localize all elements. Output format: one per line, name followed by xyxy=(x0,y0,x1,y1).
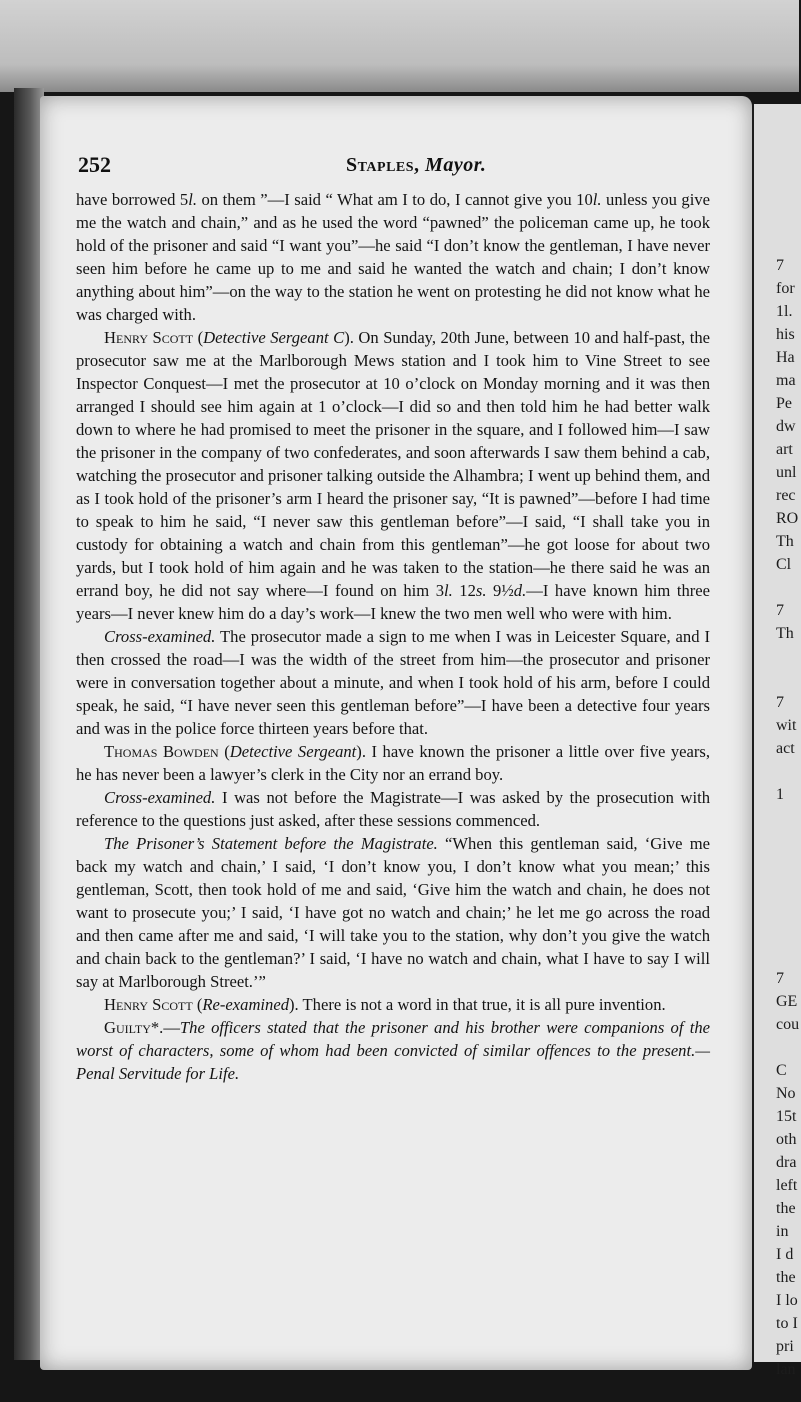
facing-page-line: No xyxy=(776,1085,796,1102)
text-segment: l. xyxy=(592,190,602,209)
facing-page-fragment xyxy=(752,104,801,1378)
facing-page-line xyxy=(754,944,801,967)
facing-page-line xyxy=(754,760,801,783)
text-segment: ( xyxy=(193,328,204,347)
text-segment: The officers stated that the prisoner and his brother were companions of the worst of characters, some of whom had been convicted of similar offences to the present.—Penal Servitude for Life. xyxy=(76,1018,710,1083)
facing-page-line xyxy=(754,898,801,921)
facing-page-line: cou xyxy=(776,1016,800,1033)
page-body xyxy=(76,188,710,1085)
facing-page-line: the xyxy=(776,1269,796,1286)
facing-page-line: 7 xyxy=(776,970,784,987)
paragraph-p5 xyxy=(76,786,710,832)
text-segment: ). I have known the prisoner a little over five years, he has never been a lawyer’s clerk in the City nor an errand boy. xyxy=(76,742,710,784)
facing-page-line: 7 xyxy=(776,694,784,711)
facing-page-line: Cl xyxy=(776,556,792,573)
facing-page-line: his xyxy=(776,326,795,343)
facing-page-line: I lo xyxy=(776,1292,798,1309)
facing-page-line: lan xyxy=(776,1361,796,1378)
facing-page-line: to I xyxy=(776,1315,798,1332)
paragraph-p8 xyxy=(76,1016,710,1085)
facing-page-line xyxy=(754,829,801,852)
page-number: 252 xyxy=(78,152,111,177)
facing-page-line: left xyxy=(776,1177,798,1194)
facing-page-line xyxy=(754,875,801,898)
text-segment: Detective Sergeant C xyxy=(203,328,345,347)
facing-page-line: C xyxy=(776,1062,787,1079)
paragraph-p4 xyxy=(76,740,710,786)
facing-page-line: Ha xyxy=(776,349,795,366)
facing-page-line: I d xyxy=(776,1246,794,1263)
facing-page-line: 15t xyxy=(776,1108,797,1125)
paragraph-p1 xyxy=(76,188,710,326)
facing-page-line: Th xyxy=(776,533,794,550)
facing-page-line: Pe xyxy=(776,395,792,412)
text-segment: have borrowed 5 xyxy=(76,190,189,209)
facing-page-line: Th xyxy=(776,625,794,642)
facing-page-line: dra xyxy=(776,1154,797,1171)
text-segment: Thomas Bowden xyxy=(104,742,219,761)
scan-background xyxy=(0,0,799,92)
facing-page-line: dw xyxy=(776,418,796,435)
paragraph-p7 xyxy=(76,993,710,1016)
text-segment: The prosecutor made a sign to me when I was in Leicester Square, and I then crossed the road—I was the width of the street from him—the prosecutor and prisoner were in conversation together about a minute, and when I took hold of his arm, before I could speak, he said, “I have never seen this gentleman before”—I have been a detective four years and was in the police force thirteen years before that. xyxy=(76,627,710,738)
text-segment: s. xyxy=(475,581,487,600)
paragraph-p3 xyxy=(76,625,710,740)
text-segment: Cross-examined. xyxy=(104,788,216,807)
facing-page-line: in xyxy=(776,1223,789,1240)
facing-page-line: unl xyxy=(776,464,797,481)
facing-page-line: art xyxy=(776,441,793,458)
facing-page-line xyxy=(754,576,801,599)
page-header xyxy=(78,152,718,184)
facing-page-line: 7 xyxy=(776,602,784,619)
text-segment: on them ”—I said “ What am I to do, I cannot give you 10 xyxy=(196,190,593,209)
text-segment: l. xyxy=(444,581,453,600)
text-segment: Cross-examined. xyxy=(104,627,216,646)
facing-page-line: 1 xyxy=(776,786,784,803)
facing-page-line: GE xyxy=(776,993,798,1010)
text-segment: l. xyxy=(188,190,197,209)
text-segment: “When this gentleman said, ‘Give me back my watch and chain,’ I said, ‘I don’t know you, I don’t know what you mean;’ this gentleman, Scott, then took hold of me and said, ‘Give him the watch and chain, he does not want to prosecute you;’ I said, ‘I have got no watch and chain;’ he let me go across the road and then came after me and said, ‘I will take you to the station, why don’t you give the watch and chain back to the gentleman?’ I said, ‘I have no watch and chain, what I have to say I will say at Marlborough Street.’” xyxy=(76,834,710,991)
facing-page-line: wit xyxy=(776,717,797,734)
text-segment: I was not before the Magistrate—I was asked by the prosecution with reference to the questions just asked, after these sessions commenced. xyxy=(76,788,710,830)
text-segment: 9½ xyxy=(486,581,514,600)
facing-page-line: 7 xyxy=(776,257,784,274)
facing-page-line: act xyxy=(776,740,795,757)
text-segment: d. xyxy=(513,581,527,600)
facing-page-line: rec xyxy=(776,487,796,504)
text-segment: Re-examined xyxy=(202,995,289,1014)
running-head-title: Mayor. xyxy=(425,154,487,176)
facing-page-line xyxy=(754,1036,801,1059)
text-segment: ). On Sunday, 20th June, between 10 and half-past, the prosecutor saw me at the Marlborough Mews station and I took him to Vine Street to see Inspector Conquest—I met the prosecutor at 10 o’clock on Monday morning and it was then arranged I should see him again at 1 o’clock—I did so and then told him he had better walk down to where he had promised to meet the prisoner in the square, and I followed him—I saw the prisoner in the company of two confederates, and soon afterwards I saw them behind a cab, watching the prosecutor and prisoner talking outside the Alhambra; I went up behind them, and as I took hold of the prisoner’s arm I heard the prisoner say, “It is pawned”—before I had time to speak to him he said, “I never saw this gentleman before”—I said, “I shall take you in custody for obtaining a watch and chain from this gentleman”—he got loose for about two yards, but I took hold of him again and he was taken to the station—he there said he was an errand boy, he did not say where—I found on him 3 xyxy=(76,328,710,600)
text-segment: Henry Scott xyxy=(104,328,194,347)
facing-page-line xyxy=(754,668,801,691)
facing-page-line: 1l. xyxy=(776,303,793,320)
text-segment: unless you give me the watch and chain,” and as he used the word “pawned” the policeman came up, he took hold of the prisoner and said “I want you”—he said “I don’t know the gentleman, I have never seen him before he came up to me and said he wanted the watch and chain; I don’t know anything about him”—on the way to the station he went on protesting he did not know what he was charged with. xyxy=(76,190,710,324)
text-segment: The Prisoner’s Statement before the Magistrate. xyxy=(104,834,438,853)
facing-page-line xyxy=(754,806,801,829)
text-segment: *.— xyxy=(150,1018,180,1037)
text-segment: ( xyxy=(218,742,230,761)
running-head-name: Staples, xyxy=(346,154,420,176)
running-head xyxy=(346,154,486,177)
facing-page-line xyxy=(754,921,801,944)
text-segment: Henry Scott xyxy=(104,995,193,1014)
facing-page-line xyxy=(754,645,801,668)
paragraph-p6 xyxy=(76,832,710,993)
facing-page-line: pri xyxy=(776,1338,794,1355)
text-segment: Guilty xyxy=(104,1018,151,1037)
facing-page-line: RO xyxy=(776,510,799,527)
text-segment: 12 xyxy=(452,581,476,600)
facing-page-line: the xyxy=(776,1200,796,1217)
facing-page-line: ma xyxy=(776,372,796,389)
facing-page-line: oth xyxy=(776,1131,797,1148)
text-segment: —I have known him three years—I never knew him do a day’s work—I knew the two men well who were with him. xyxy=(76,581,710,623)
text-segment: Detective Sergeant xyxy=(229,742,357,761)
text-segment: ( xyxy=(192,995,203,1014)
facing-page-line xyxy=(754,852,801,875)
paragraph-p2 xyxy=(76,326,710,625)
facing-page-line: for xyxy=(776,280,795,297)
text-segment: ). There is not a word in that true, it is all pure invention. xyxy=(289,995,666,1014)
